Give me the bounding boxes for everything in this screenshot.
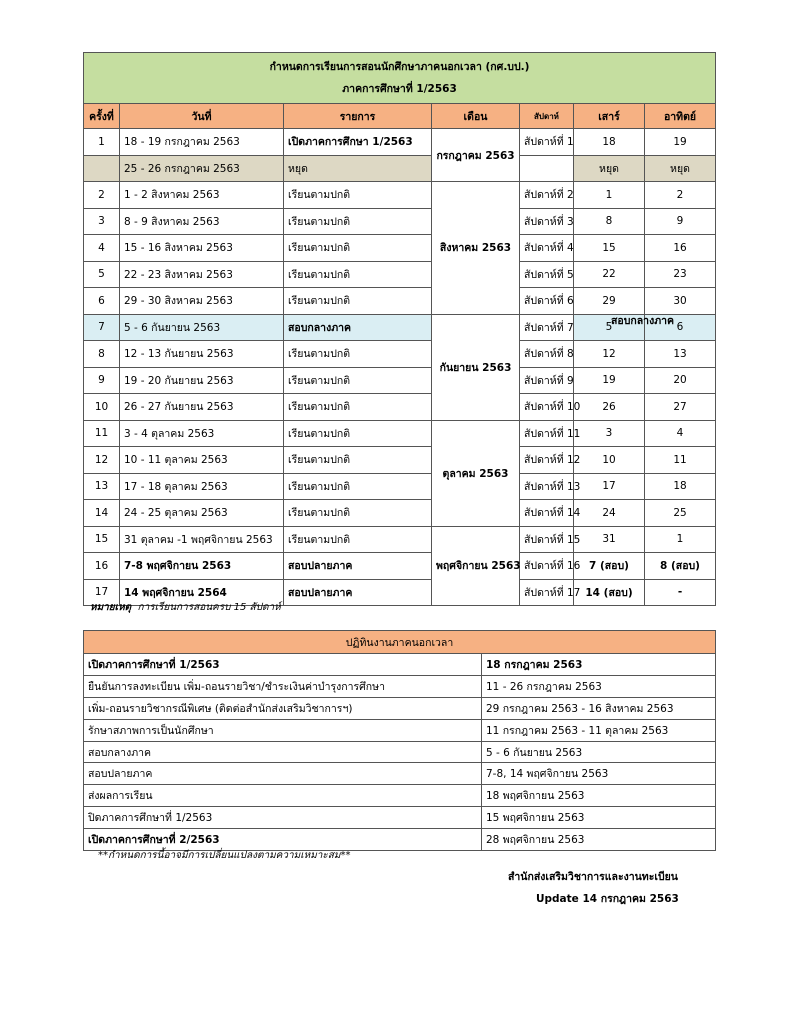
row-sun: 1 [645,526,716,553]
row-week: สัปดาห์ที่ 11 [520,420,574,447]
row-sat: 26 [574,394,645,421]
row-item: เรียนตามปกติ [284,261,432,288]
note-text: การเรียนการสอนครบ 15 สัปดาห์ [137,602,281,613]
table-row [84,473,716,500]
table-row [84,129,716,156]
row-sun: 18 [645,473,716,500]
activity-date: 7-8, 14 พฤศจิกายน 2563 [482,763,716,785]
table-row [84,288,716,315]
row-item: เรียนตามปกติ [284,367,432,394]
activity-date: 29 กรกฎาคม 2563 - 16 สิงหาคม 2563 [482,697,716,719]
row-sat: 22 [574,261,645,288]
table-row [84,394,716,421]
row-no: 12 [84,447,120,474]
row-date: 29 - 30 สิงหาคม 2563 [120,288,284,315]
row-no [84,155,120,182]
row-week: สัปดาห์ที่ 9 [520,367,574,394]
row-item: เรียนตามปกติ [284,288,432,315]
row-no: 6 [84,288,120,315]
header-row [84,104,716,129]
activity-row [84,697,716,719]
activity-name: ยืนยันการลงทะเบียน เพิ่ม-ถอนรายวิชา/ชำระเงินค่าบำรุงการศึกษา [84,675,482,697]
table-row [84,208,716,235]
row-sat: 5 [574,314,645,341]
activity-date: 18 พฤศจิกายน 2563 [482,785,716,807]
row-week: สัปดาห์ที่ 2 [520,182,574,209]
row-week: สัปดาห์ที่ 16 [520,553,574,580]
activity-name: สอบปลายภาค [84,763,482,785]
month-cell: ตุลาคม 2563 [432,420,520,526]
row-date: 25 - 26 กรกฎาคม 2563 [120,155,284,182]
row-item: เรียนตามปกติ [284,526,432,553]
row-sat: 19 [574,367,645,394]
row-date: 31 ตุลาคม -1 พฤศจิกายน 2563 [120,526,284,553]
row-sun: 23 [645,261,716,288]
row-no: 17 [84,579,120,606]
activity-date: 18 กรกฎาคม 2563 [482,654,716,676]
row-week: สัปดาห์ที่ 12 [520,447,574,474]
month-cell: กันยายน 2563 [432,314,520,420]
row-week: สัปดาห์ที่ 10 [520,394,574,421]
table-row [84,553,716,580]
row-sun: 20 [645,367,716,394]
row-week [520,155,574,182]
footnote: **กำหนดการนี้อาจมีการเปลี่ยนแปลงตามความเหมาะสม** [98,850,351,861]
activity-name: สอบกลางภาค [84,741,482,763]
row-no: 1 [84,129,120,156]
table-row [84,500,716,527]
row-sun: 9 [645,208,716,235]
table-row [84,235,716,262]
schedule-note [90,600,281,615]
row-no: 2 [84,182,120,209]
header-sun: อาทิตย์ [645,104,716,129]
row-item: เรียนตามปกติ [284,394,432,421]
row-sat: 1 [574,182,645,209]
row-item: สอบกลางภาค [284,314,432,341]
row-no: 8 [84,341,120,368]
row-sat: 10 [574,447,645,474]
row-date: 14 พฤศจิกายน 2564 [120,579,284,606]
table-row [84,447,716,474]
row-no: 10 [84,394,120,421]
row-sun: - [645,579,716,606]
activity-name: เพิ่ม-ถอนรายวิชากรณีพิเศษ (ติดต่อสำนักส่งเสริมวิชาการฯ) [84,697,482,719]
row-item: เปิดภาคการศึกษา 1/2563 [284,129,432,156]
row-sun: 16 [645,235,716,262]
row-sat: 3 [574,420,645,447]
header-month: เดือน [432,104,520,129]
row-week: สัปดาห์ที่ 17 [520,579,574,606]
row-sat: 17 [574,473,645,500]
row-date: 10 - 11 ตุลาคม 2563 [120,447,284,474]
row-no: 13 [84,473,120,500]
schedule-table [83,52,716,606]
table-row [84,341,716,368]
row-date: 5 - 6 กันยายน 2563 [120,314,284,341]
row-no: 5 [84,261,120,288]
row-sun: 8 (สอบ) [645,553,716,580]
row-week: สัปดาห์ที่ 1 [520,129,574,156]
row-item: เรียนตามปกติ [284,182,432,209]
row-sat: 18 [574,129,645,156]
activity-name: รักษาสภาพการเป็นนักศึกษา [84,719,482,741]
activity-date: 11 - 26 กรกฎาคม 2563 [482,675,716,697]
row-sun: 6 [645,314,716,341]
row-sun: 13 [645,341,716,368]
row-item: เรียนตามปกติ [284,473,432,500]
header-date: วันที่ [120,104,284,129]
row-week: สัปดาห์ที่ 3 [520,208,574,235]
activities-table [83,630,716,851]
row-item: เรียนตามปกติ [284,447,432,474]
page-subtitle: ภาคการศึกษาที่ 1/2563 [342,83,457,95]
row-sun: 30 [645,288,716,315]
note-label: หมายเหตุ [90,602,132,613]
row-sat: 12 [574,341,645,368]
row-date: 22 - 23 สิงหาคม 2563 [120,261,284,288]
activity-date: 15 พฤศจิกายน 2563 [482,807,716,829]
row-date: 1 - 2 สิงหาคม 2563 [120,182,284,209]
row-week: สัปดาห์ที่ 8 [520,341,574,368]
row-item: เรียนตามปกติ [284,235,432,262]
month-cell: พฤศจิกายน 2563 [432,526,520,606]
activity-row [84,654,716,676]
row-date: 17 - 18 ตุลาคม 2563 [120,473,284,500]
row-item: เรียนตามปกติ [284,208,432,235]
row-date: 18 - 19 กรกฎาคม 2563 [120,129,284,156]
row-item: เรียนตามปกติ [284,500,432,527]
row-week: สัปดาห์ที่ 13 [520,473,574,500]
activity-row [84,763,716,785]
table-row [84,526,716,553]
row-no: 11 [84,420,120,447]
activity-name: ปิดภาคการศึกษาที่ 1/2563 [84,807,482,829]
activity-name: ส่งผลการเรียน [84,785,482,807]
row-item: สอบปลายภาค [284,553,432,580]
row-no: 3 [84,208,120,235]
row-week: สัปดาห์ที่ 15 [520,526,574,553]
activity-row [84,741,716,763]
office-name: สำนักส่งเสริมวิชาการและงานทะเบียน [508,871,678,883]
row-no: 14 [84,500,120,527]
table-row [84,182,716,209]
activities-title: ปฏิทินงานภาคนอกเวลา [84,631,716,654]
row-sat: 7 (สอบ) [574,553,645,580]
row-sat: 24 [574,500,645,527]
activity-date: 11 กรกฎาคม 2563 - 11 ตุลาคม 2563 [482,719,716,741]
activity-row [84,675,716,697]
row-date: 26 - 27 กันยายน 2563 [120,394,284,421]
row-date: 24 - 25 ตุลาคม 2563 [120,500,284,527]
activity-row [84,785,716,807]
header-item: รายการ [284,104,432,129]
row-no: 7 [84,314,120,341]
row-sat: 8 [574,208,645,235]
row-week: สัปดาห์ที่ 4 [520,235,574,262]
activity-date: 28 พฤศจิกายน 2563 [482,829,716,851]
row-date: 15 - 16 สิงหาคม 2563 [120,235,284,262]
header-sat: เสาร์ [574,104,645,129]
row-sat: 14 (สอบ) [574,579,645,606]
activity-name: เปิดภาคการศึกษาที่ 1/2563 [84,654,482,676]
row-week: สัปดาห์ที่ 14 [520,500,574,527]
activity-name: เปิดภาคการศึกษาที่ 2/2563 [84,829,482,851]
row-no: 16 [84,553,120,580]
row-sun: 4 [645,420,716,447]
row-no: 15 [84,526,120,553]
update-date: Update 14 กรกฎาคม 2563 [536,893,679,905]
row-week: สัปดาห์ที่ 5 [520,261,574,288]
table-row-holiday [84,155,716,182]
row-sun: 27 [645,394,716,421]
row-sat: 15 [574,235,645,262]
row-date: 7-8 พฤศจิกายน 2563 [120,553,284,580]
header-week: สัปดาห์ [520,104,574,129]
activity-date: 5 - 6 กันยายน 2563 [482,741,716,763]
row-sat: 31 [574,526,645,553]
row-item: สอบปลายภาค [284,579,432,606]
table-row [84,261,716,288]
row-item: เรียนตามปกติ [284,420,432,447]
row-date: 19 - 20 กันยายน 2563 [120,367,284,394]
row-sun: 19 [645,129,716,156]
row-sat: 29 [574,288,645,315]
activity-row [84,807,716,829]
row-item: หยุด [284,155,432,182]
table-row [84,420,716,447]
row-sat: หยุด [574,155,645,182]
row-date: 12 - 13 กันยายน 2563 [120,341,284,368]
table-row [84,367,716,394]
header-no: ครั้งที่ [84,104,120,129]
row-week: สัปดาห์ที่ 7 [520,314,574,341]
schedule-title-cell [84,53,716,104]
row-sun: 25 [645,500,716,527]
row-sun: 11 [645,447,716,474]
row-item: เรียนตามปกติ [284,341,432,368]
row-no: 4 [84,235,120,262]
midterm-overlay-label: สอบกลางภาค [611,315,675,327]
row-date: 8 - 9 สิงหาคม 2563 [120,208,284,235]
activity-row [84,719,716,741]
row-sun: 2 [645,182,716,209]
row-date: 3 - 4 ตุลาคม 2563 [120,420,284,447]
month-cell: สิงหาคม 2563 [432,182,520,315]
page-title: กำหนดการเรียนการสอนนักศึกษาภาคนอกเวลา (กศ.บป.) [269,61,530,73]
month-cell: กรกฎาคม 2563 [432,129,520,182]
row-week: สัปดาห์ที่ 6 [520,288,574,315]
row-no: 9 [84,367,120,394]
row-sun: หยุด [645,155,716,182]
